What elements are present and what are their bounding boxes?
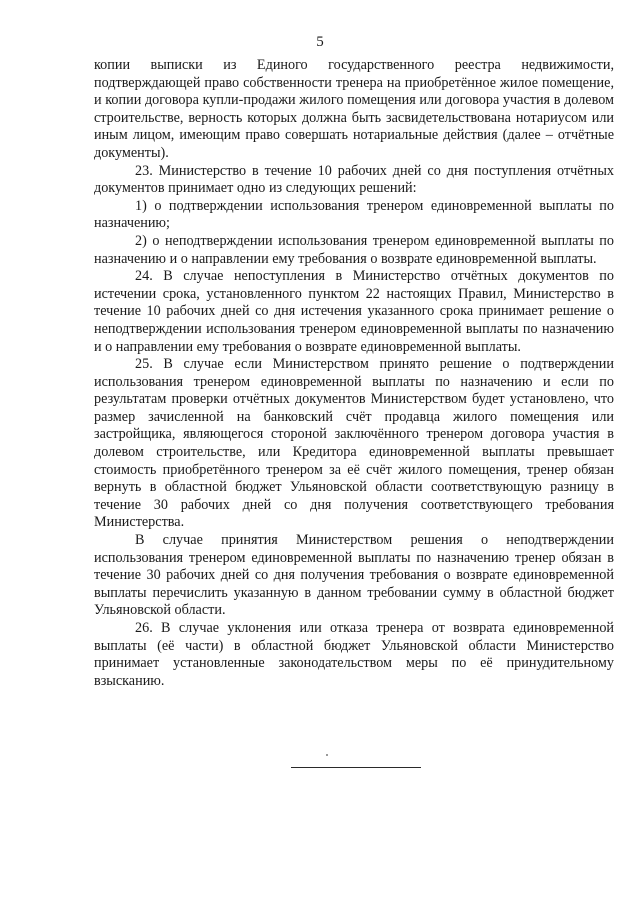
paragraph-item-24: 24. В случае непоступления в Министерство отчётных документов по истечении срока, установленного пунктом 22 настоящих Правил, Министерство в течение 10 рабочих дней со дня истечения указанного срока принимает решение о неподтверждении использования тренером единовременной выплаты по назначению и о направлении ему требования о возврате единовременной выплаты. [94,268,614,355]
scan-speck [326,754,328,756]
paragraph-item-25: 25. В случае если Министерством принято решение о подтверждении использования тренером единовременной выплаты по назначению и если по результатам проверки отчётных документов Министерством будет установлено, что размер зачисленной на банковский счёт продавца жилого помещения или застройщика, являющегося стороной заключённого тренером договора участия в долевом строительстве, или Кредитора единовременной выплаты превышает стоимость приобретённого тренером за её счёт жилого помещения, тренер обязан вернуть в областной бюджет Ульяновской области соответствующую разницу в течение 30 рабочих дней со дня получения соответствующего требования Министерства. [94,356,614,531]
paragraph-item-26: 26. В случае уклонения или отказа тренера от возврата единовременной выплаты (её части) в областной бюджет Ульяновской области Министерство принимает установленные законодательством меры по её принудительному взысканию. [94,620,614,689]
end-of-document-rule [291,767,421,768]
paragraph-item-25-part-2: В случае принятия Министерством решения о неподтверждении использования тренером единовременной выплаты по назначению тренер обязан в течение 30 рабочих дней со дня получения требования о возврате единовременной выплаты перечислить указанную в данном требовании сумму в областной бюджет Ульяновской области. [94,532,614,619]
page-number: 5 [316,34,324,50]
paragraph-subitem-1: 1) о подтверждении использования тренером единовременной выплаты по назначению; [94,197,614,232]
document-body [94,57,614,690]
paragraph-item-23: 23. Министерство в течение 10 рабочих дней со дня поступления отчётных документов принимает одно из следующих решений: [94,162,614,197]
paragraph-subitem-2: 2) о неподтверждении использования тренером единовременной выплаты по назначению и о направлении ему требования о возврате единовременной выплаты. [94,232,614,267]
paragraph-continuation: копии выписки из Единого государственного реестра недвижимости, подтверждающей право собственности тренера на приобретённое жилое помещение, и копии договора купли-продажи жилого помещения или договора участия в долевом строительстве, верность которых должна быть засвидетельствована нотариусом или иным лицом, имеющим право совершать нотариальные действия (далее – отчётные документы). [94,57,614,161]
